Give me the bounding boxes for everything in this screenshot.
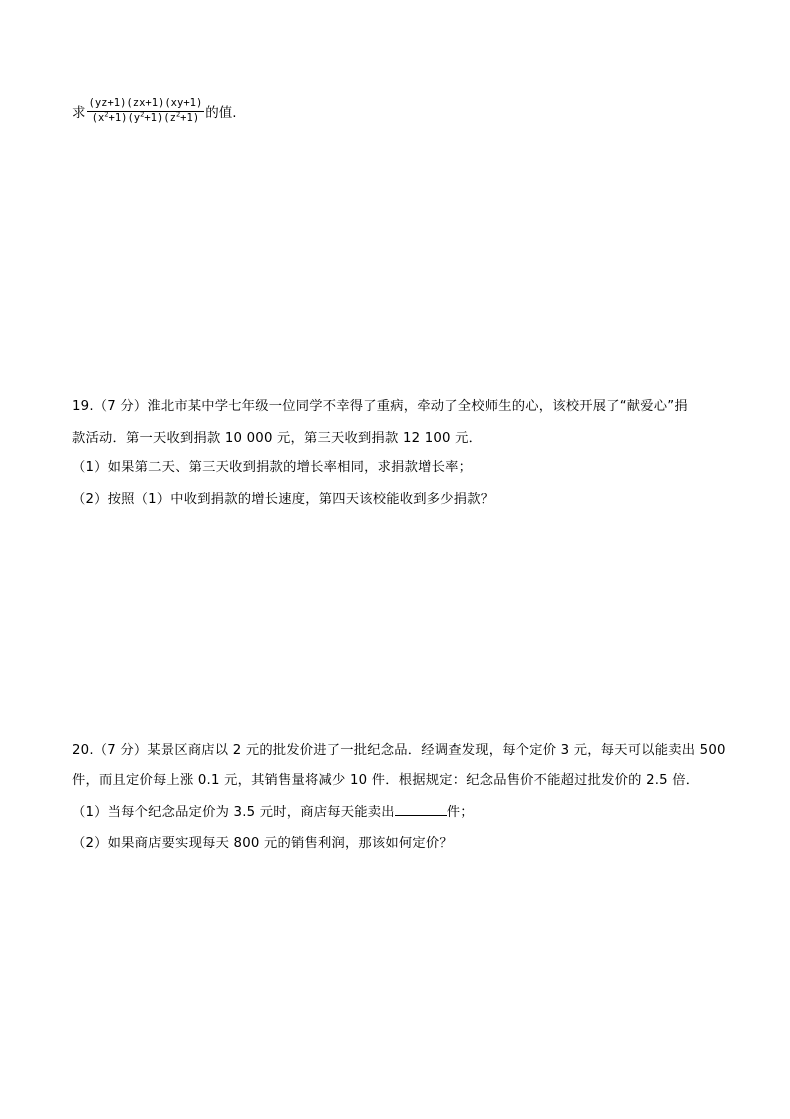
problem-20-line-2: 件，而且定价每上涨 0.1 元，其销售量将减少 10 件．根据规定：纪念品售价不能超过批发价的 2.5 倍． <box>72 773 700 788</box>
denominator-part: (x <box>91 111 105 124</box>
problem-20-question-2: （2）如果商店要实现每天 800 元的销售利润，那该如何定价？ <box>72 836 453 851</box>
question-1-unit: 件； <box>446 805 474 820</box>
expression-suffix: 的值. <box>205 105 237 122</box>
fraction <box>87 98 205 124</box>
expression-prefix: 求 <box>72 105 86 122</box>
fraction-numerator: (yz+1)(zx+1)(xy+1) <box>87 98 205 112</box>
denominator-exponent: 2 <box>104 110 109 119</box>
problem-19-line-1: 19.（7 分）淮北市某中学七年级一位同学不幸得了重病，牵动了全校师生的心，该校开展了“献爱心”捐 <box>72 399 688 414</box>
denominator-part: +1)(y <box>108 111 141 124</box>
answer-blank <box>395 803 447 816</box>
denominator-part: +1) <box>180 111 200 124</box>
denominator-exponent: 2 <box>175 110 181 119</box>
fraction-expression <box>72 98 237 124</box>
problem-20-question-1 <box>72 801 474 820</box>
question-1-text: （1）当每个纪念品定价为 3.5 元时，商店每天能卖出 <box>72 805 395 820</box>
fraction-denominator <box>90 112 202 125</box>
problem-20-line-1: 20.（7 分）某景区商店以 2 元的批发价进了一批纪念品．经调查发现，每个定价 3 元，每天可以能卖出 500 <box>72 743 726 758</box>
denominator-exponent: 2 <box>140 110 145 119</box>
problem-19-question-1: （1）如果第二天、第三天收到捐款的增长率相同，求捐款增长率； <box>72 460 473 475</box>
denominator-part: +1)(z <box>144 111 176 124</box>
problem-19-line-2: 款活动．第一天收到捐款 10 000 元，第三天收到捐款 12 100 元． <box>72 431 483 446</box>
problem-19-question-2: （2）按照（1）中收到捐款的增长速度，第四天该校能收到多少捐款？ <box>72 492 495 507</box>
